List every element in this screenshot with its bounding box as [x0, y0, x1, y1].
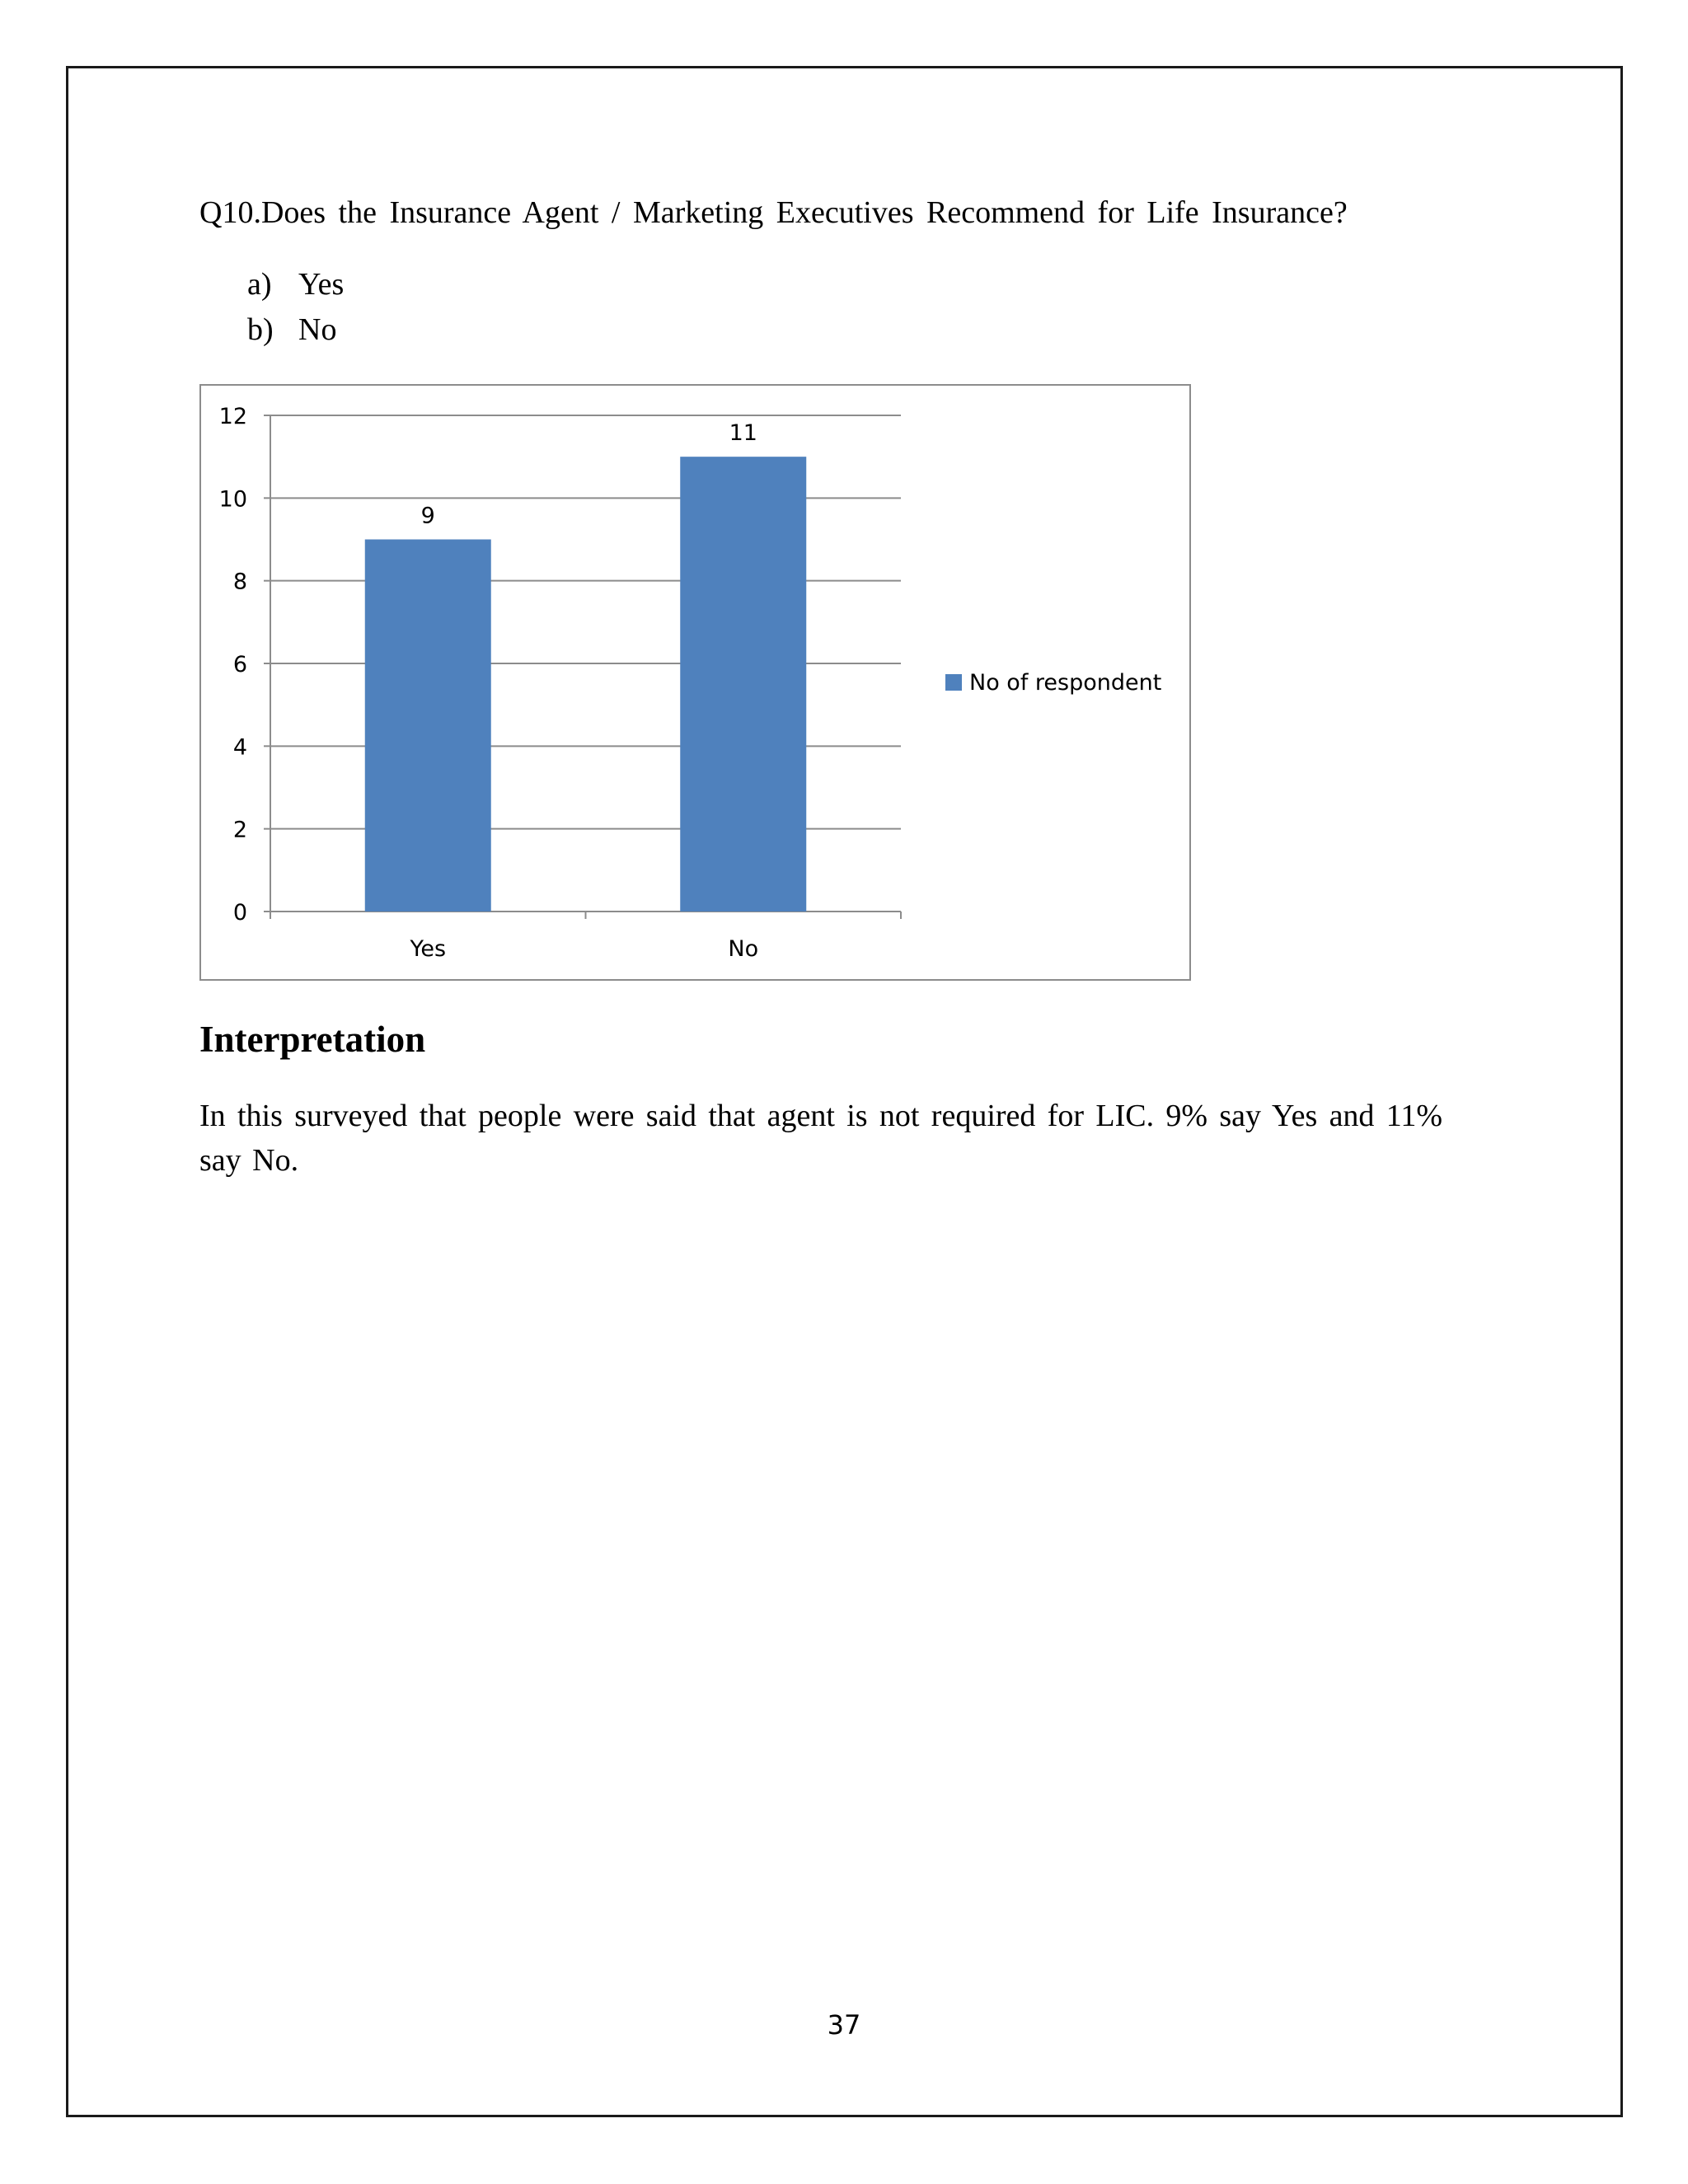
- data-label: 11: [729, 420, 757, 447]
- question-text: Q10.Does the Insurance Agent / Marketing Executives Recommend for Life Insurance?: [199, 195, 1348, 230]
- y-tick-label: 10: [218, 486, 247, 513]
- answer-options: [247, 262, 344, 353]
- y-tick-label: 6: [232, 652, 247, 677]
- option-a: [247, 262, 344, 307]
- interpretation-text: In this surveyed that people were said that agent is not required for LIC. 9% say Yes and 11% say No.: [199, 1099, 1442, 1178]
- option-a-marker: a): [247, 267, 272, 302]
- y-tick-label: 2: [232, 817, 247, 843]
- bar-no: [680, 457, 806, 912]
- option-b: [247, 307, 344, 353]
- option-a-label: Yes: [298, 267, 345, 302]
- bar-yes: [365, 540, 491, 912]
- x-tick-label: No: [728, 936, 759, 962]
- page-number: 37: [827, 2009, 861, 2041]
- data-label: 9: [420, 503, 435, 529]
- legend-swatch: [945, 674, 962, 691]
- bar-chart: [199, 384, 1191, 981]
- option-b-marker: b): [247, 312, 274, 347]
- y-tick-label: 0: [232, 900, 247, 926]
- y-tick-label: 8: [232, 569, 247, 595]
- y-tick-label: 12: [218, 404, 247, 429]
- page-border: [66, 66, 1623, 2117]
- x-tick-label: Yes: [410, 936, 447, 962]
- option-b-label: No: [298, 312, 337, 347]
- interpretation-heading: Interpretation: [199, 1019, 426, 1060]
- legend-label: No of respondent: [969, 670, 1162, 696]
- y-tick-label: 4: [232, 734, 247, 761]
- bar-chart-svg: [201, 386, 1193, 982]
